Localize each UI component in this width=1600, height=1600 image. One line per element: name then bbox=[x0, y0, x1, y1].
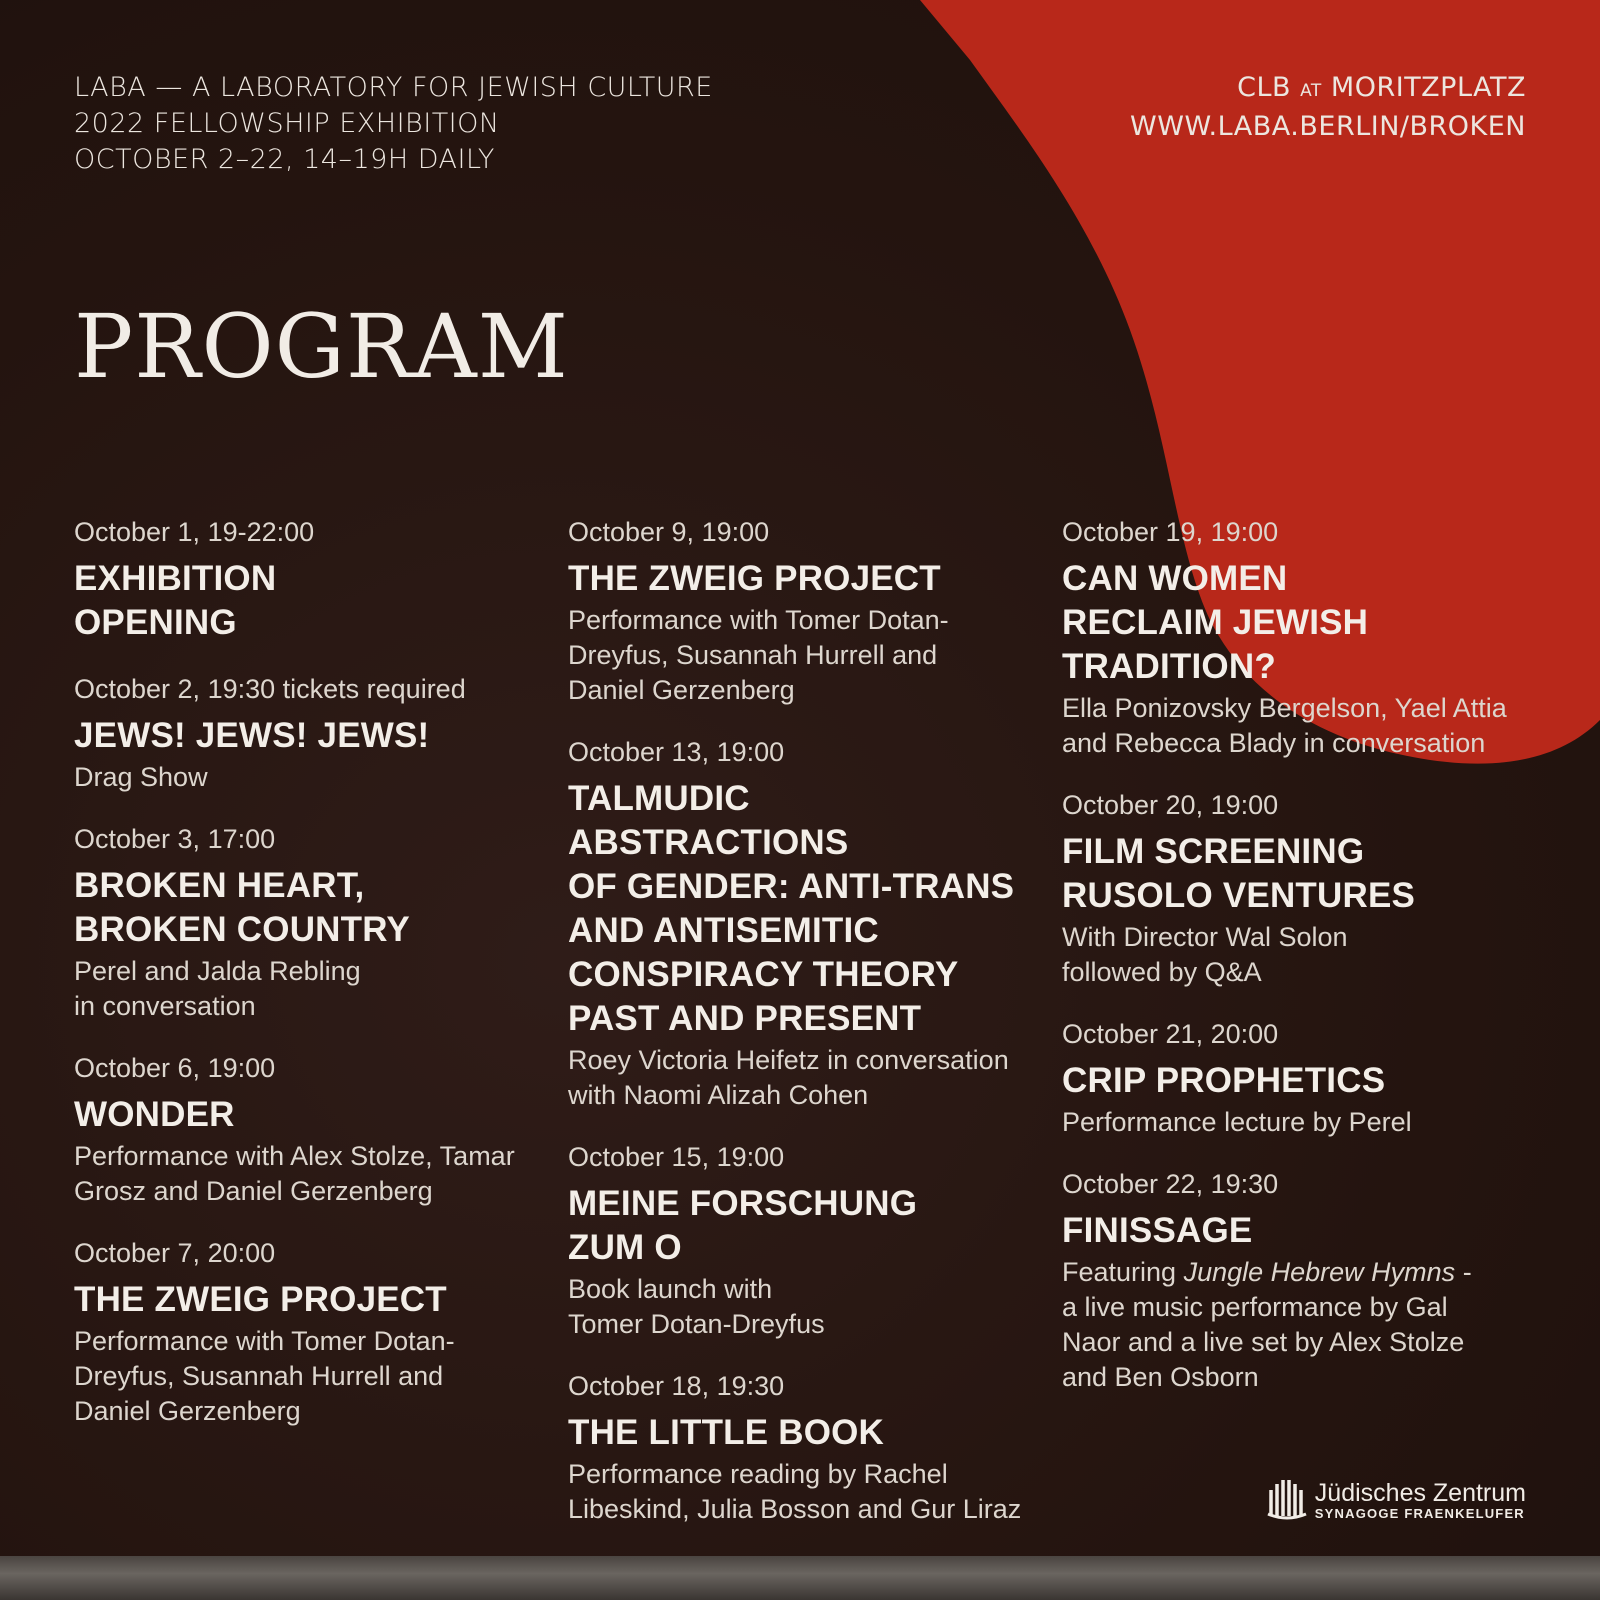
event-title: EXHIBITION OPENING bbox=[74, 559, 277, 642]
program-event bbox=[74, 1051, 544, 1209]
description-text: Performance with Tomer Dotan- Dreyfus, Susannah Hurrell and Daniel Gerzenberg bbox=[74, 1326, 455, 1426]
event-date: October 6, 19:00 bbox=[74, 1053, 276, 1083]
program-event bbox=[74, 672, 544, 795]
venue-name: CLB bbox=[1237, 72, 1292, 103]
event-title: THE LITTLE BOOK bbox=[568, 1413, 885, 1452]
description-text: With Director Wal Solon followed by Q&A bbox=[1062, 922, 1348, 987]
event-date: October 1, 19-22:00 bbox=[74, 517, 315, 547]
event-date: October 7, 20:00 bbox=[74, 1238, 276, 1268]
description-text: Drag Show bbox=[74, 762, 208, 792]
description-text: Book launch with Tomer Dotan-Dreyfus bbox=[568, 1274, 825, 1339]
description-text: Ella Ponizovsky Bergelson, Yael Attia and Rebecca Blady in conversation bbox=[1062, 693, 1507, 758]
event-date: October 3, 17:00 bbox=[74, 824, 276, 854]
event-date: October 15, 19:00 bbox=[568, 1142, 785, 1172]
program-event bbox=[568, 1369, 1038, 1527]
event-description bbox=[568, 1043, 1038, 1113]
program-event bbox=[1062, 515, 1532, 761]
venue-line bbox=[1130, 70, 1526, 109]
description-text: Performance with Alex Stolze, Tamar Grosz and Daniel Gerzenberg bbox=[74, 1141, 515, 1206]
logo-name: Jüdisches Zentrum bbox=[1314, 1478, 1526, 1507]
event-title: BROKEN HEART, BROKEN COUNTRY bbox=[74, 866, 410, 949]
event-title: FINISSAGE bbox=[1062, 1211, 1253, 1250]
event-date: October 21, 20:00 bbox=[1062, 1019, 1279, 1049]
event-date: October 20, 19:00 bbox=[1062, 790, 1279, 820]
program-event bbox=[1062, 1017, 1532, 1140]
event-title: CAN WOMEN RECLAIM JEWISH TRADITION? bbox=[1062, 559, 1369, 686]
bottom-photo-strip bbox=[0, 1556, 1600, 1600]
program-event bbox=[1062, 1167, 1532, 1395]
event-date: October 19, 19:00 bbox=[1062, 517, 1279, 547]
event-description bbox=[74, 1324, 544, 1429]
program-column-2 bbox=[568, 515, 1038, 1554]
event-description bbox=[74, 760, 544, 795]
event-description bbox=[1062, 691, 1532, 761]
event-title: WONDER bbox=[74, 1095, 235, 1134]
description-text: Roey Victoria Heifetz in conversation with Naomi Alizah Cohen bbox=[568, 1045, 1009, 1110]
description-work-title: Jungle Hebrew Hymns bbox=[1183, 1257, 1456, 1287]
program-event bbox=[568, 1140, 1038, 1342]
program-event bbox=[74, 822, 544, 1024]
synagogue-icon bbox=[1267, 1476, 1307, 1525]
event-title: THE ZWEIG PROJECT bbox=[74, 1280, 447, 1319]
event-description bbox=[568, 1457, 1038, 1527]
venue-at: AT bbox=[1300, 81, 1322, 101]
description-text: Performance with Tomer Dotan- Dreyfus, Susannah Hurrell and Daniel Gerzenberg bbox=[568, 605, 949, 705]
event-description bbox=[568, 1272, 1038, 1342]
event-description bbox=[1062, 920, 1532, 990]
program-event bbox=[568, 515, 1038, 708]
program-event bbox=[568, 735, 1038, 1113]
event-description bbox=[1062, 1105, 1532, 1140]
org-line: LABA — A LABORATORY FOR JEWISH CULTURE bbox=[74, 72, 713, 103]
event-title: CRIP PROPHETICS bbox=[1062, 1061, 1386, 1100]
program-event bbox=[74, 1236, 544, 1429]
event-date: October 2, 19:30 tickets required bbox=[74, 674, 466, 704]
program-column-3 bbox=[1062, 515, 1532, 1422]
event-date: October 18, 19:30 bbox=[568, 1371, 785, 1401]
organizer-logo bbox=[1267, 1476, 1526, 1525]
event-description bbox=[74, 1139, 544, 1209]
program-event bbox=[74, 515, 544, 645]
description-text: - a live music performance by Gal Naor and a live set by Alex Stolze and Ben Osborn bbox=[1062, 1257, 1472, 1392]
event-title: TALMUDIC ABSTRACTIONS OF GENDER: ANTI-TRANS AND ANTISEMITIC CONSPIRACY THEORY PAST AND PRESENT bbox=[568, 779, 1015, 1038]
event-description bbox=[1062, 1255, 1532, 1395]
event-title: THE ZWEIG PROJECT bbox=[568, 559, 941, 598]
description-text: Performance lecture by Perel bbox=[1062, 1107, 1412, 1137]
event-title: JEWS! JEWS! JEWS! bbox=[74, 716, 430, 755]
program-event bbox=[1062, 788, 1532, 990]
venue-place: MORITZPLATZ bbox=[1330, 72, 1526, 103]
event-date: October 13, 19:00 bbox=[568, 737, 785, 767]
header-left bbox=[74, 70, 713, 178]
header-right bbox=[1130, 70, 1526, 145]
event-date: October 9, 19:00 bbox=[568, 517, 770, 547]
event-title: MEINE FORSCHUNG ZUM O bbox=[568, 1184, 918, 1267]
logo-subtitle: SYNAGOGE FRAENKELUFER bbox=[1314, 1505, 1525, 1521]
event-title: FILM SCREENING RUSOLO VENTURES bbox=[1062, 832, 1416, 915]
dates-line: OCTOBER 2–22, 14–19H DAILY bbox=[74, 144, 495, 175]
program-column-1 bbox=[74, 515, 544, 1456]
description-prefix: Featuring bbox=[1062, 1257, 1184, 1287]
description-text: Perel and Jalda Rebling in conversation bbox=[74, 956, 361, 1021]
event-date: October 22, 19:30 bbox=[1062, 1169, 1279, 1199]
event-description bbox=[74, 954, 544, 1024]
exhibition-line: 2022 FELLOWSHIP EXHIBITION bbox=[74, 108, 500, 139]
website-link[interactable]: WWW.LABA.BERLIN/BROKEN bbox=[1130, 111, 1526, 142]
event-description bbox=[568, 603, 1038, 708]
description-text: Performance reading by Rachel Libeskind, Julia Bosson and Gur Liraz bbox=[568, 1459, 1022, 1524]
page-title: PROGRAM bbox=[74, 295, 569, 398]
